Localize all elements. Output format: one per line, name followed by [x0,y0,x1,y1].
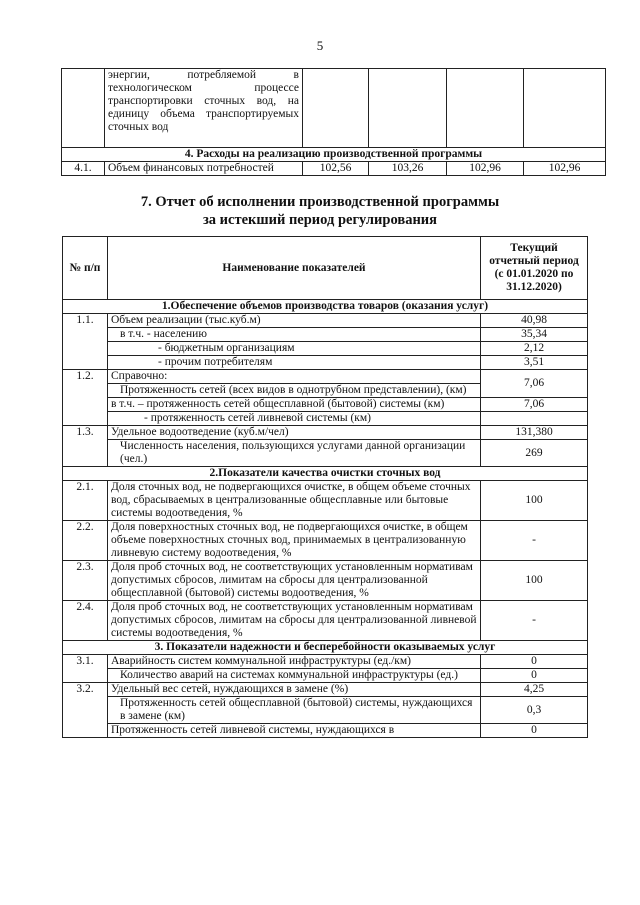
header-row [63,237,588,300]
section-row [62,148,606,162]
cell-num: 1.3. [63,426,108,467]
cell-name: в т.ч. – протяженность сетей общесплавной (бытовой) системы (км) [108,398,481,412]
section-title: 3. Показатели надежности и бесперебойности оказываемых услуг [63,641,588,655]
cell-name: Доля сточных вод, не подвергающихся очистке, в общем объеме сточных вод, сбрасываемых в централизованные общесплавные или бытовые системы водоотведения, % [108,481,481,521]
section-heading [0,193,640,229]
cell-value: 102,96 [447,162,524,176]
header-name: Наименование показателей [108,237,481,300]
cell-num: 2.2. [63,521,108,561]
cell-num: 3.2. [63,683,108,738]
cell-name: в т.ч. - населению [108,328,481,342]
table-row [63,342,588,356]
cell-value: 131,380 [481,426,588,440]
cell-num [62,69,105,148]
table-row [63,412,588,426]
cell-num: 1.2. [63,370,108,426]
cell-value: 0 [481,655,588,669]
cell-name: Доля проб сточных вод, не соответствующих установленным нормативам допустимых сбросов, лимитам на сбросы для централизованной ливневой системы водоотведения, % [108,601,481,641]
header-period: Текущий отчетный период (с 01.01.2020 по 31.12.2020) [481,237,588,300]
table-row [63,398,588,412]
section-row [63,467,588,481]
cell-value: - [481,601,588,641]
cell-value: 0,3 [481,697,588,724]
cell-value: 7,06 [481,398,588,412]
section-title: 1.Обеспечение объемов производства товаров (оказания услуг) [63,300,588,314]
cell-num: 2.1. [63,481,108,521]
page-number: 5 [316,38,324,53]
table-row [63,697,588,724]
table-row [63,561,588,601]
cell-value: 102,96 [524,162,606,176]
section-title: 4. Расходы на реализацию производственной программы [62,148,606,162]
cell-num: 2.4. [63,601,108,641]
report-table [62,236,588,738]
table-row [63,370,588,384]
cell-name: энергии, потребляемой в технологическом процессе транспортировки сточных вод, на единицу объема транспортируемых сточных вод [105,69,303,148]
table-row [62,162,606,176]
cell-value: 0 [481,669,588,683]
cell-name: Справочно: [108,370,481,384]
table-row [63,426,588,440]
cell-value: 3,51 [481,356,588,370]
top-table [61,68,606,176]
cell-name: Доля проб сточных вод, не соответствующих установленным нормативам допустимых сбросов, лимитам на сбросы для централизованной общесплавной (бытовой) системы водоотведения, % [108,561,481,601]
cell-value: 2,12 [481,342,588,356]
cell-value: 103,26 [369,162,447,176]
table-row [63,683,588,697]
cell-name: Аварийность систем коммунальной инфраструктуры (ед./км) [108,655,481,669]
cell-name: Удельное водоотведение (куб.м/чел) [108,426,481,440]
cell-value: - [481,521,588,561]
cell-value: 100 [481,481,588,521]
cell-value [481,412,588,426]
table-row [63,724,588,738]
header-num: № п/п [63,237,108,300]
heading-line-2: за истекший период регулирования [202,212,438,228]
cell-name: Протяженность сетей (всех видов в однотрубном представлении), (км) [108,384,481,398]
cell-num: 1.1. [63,314,108,370]
cell-value: 7,06 [481,370,588,398]
section-row [63,641,588,655]
cell-value: 40,98 [481,314,588,328]
cell-value: 269 [481,440,588,467]
table-row [63,314,588,328]
table-row [63,521,588,561]
section-title: 2.Показатели качества очистки сточных вод [63,467,588,481]
cell-num: 3.1. [63,655,108,683]
table-row [63,669,588,683]
cell-name: Протяженность сетей общесплавной (бытовой) системы, нуждающихся в замене (км) [108,697,481,724]
cell-name: Удельный вес сетей, нуждающихся в замене (%) [108,683,481,697]
table-row [63,655,588,669]
cell-name: - прочим потребителям [108,356,481,370]
cell-name: Количество аварий на системах коммунальной инфраструктуры (ед.) [108,669,481,683]
section-row [63,300,588,314]
cell-name: Объем финансовых потребностей [105,162,303,176]
cell-value: 4,25 [481,683,588,697]
table-row [63,440,588,467]
cell-value: 0 [481,724,588,738]
table-row [63,356,588,370]
cell-name: Протяженность сетей ливневой системы, нуждающихся в [108,724,481,738]
cell-num: 4.1. [62,162,105,176]
cell-value: 35,34 [481,328,588,342]
cell-name: Численность населения, пользующихся услугами данной организации (чел.) [108,440,481,467]
heading-line-1: 7. Отчет об исполнении производственной программы [140,194,500,210]
table-row [63,328,588,342]
cell-value: 100 [481,561,588,601]
cell-name: - протяженность сетей ливневой системы (км) [108,412,481,426]
cell-name: Доля поверхностных сточных вод, не подвергающихся очистке, в общем объеме поверхностных сточных вод, принимаемых в централизованную ливневую систему водоотведения, % [108,521,481,561]
table-row [62,69,606,148]
table-row [63,601,588,641]
cell-num: 2.3. [63,561,108,601]
cell-value: 102,56 [303,162,369,176]
cell-name: Объем реализации (тыс.куб.м) [108,314,481,328]
cell-name: - бюджетным организациям [108,342,481,356]
table-row [63,481,588,521]
